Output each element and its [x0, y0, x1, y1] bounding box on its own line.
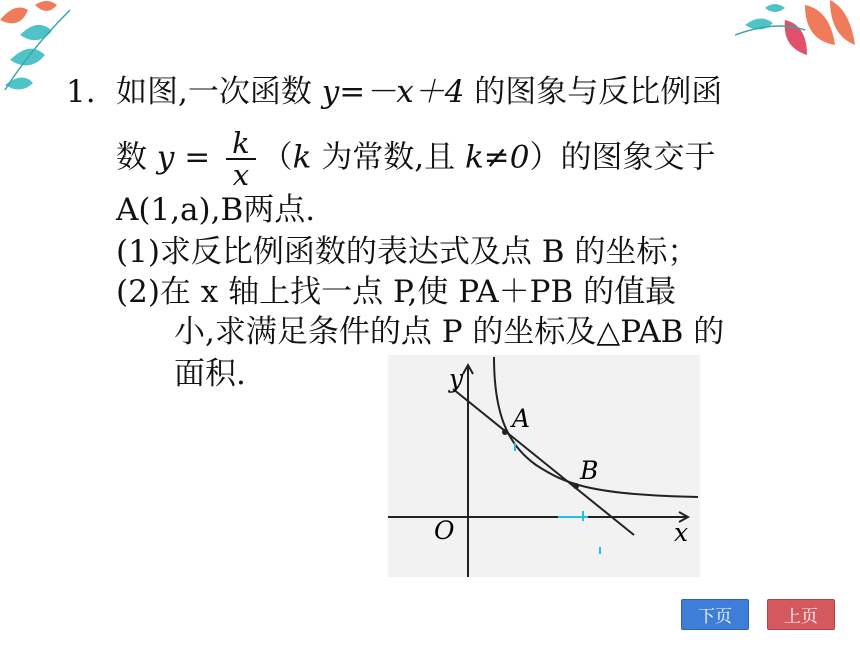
origin-label: O — [434, 516, 455, 545]
y-variable: y — [156, 139, 175, 176]
next-page-button[interactable]: 下页 — [681, 599, 749, 630]
equals-sign: = — [184, 139, 211, 176]
line2-prefix: 数 — [116, 139, 157, 176]
point-a-label: A — [512, 404, 531, 433]
point-a — [502, 429, 508, 435]
fraction-numerator: k — [226, 128, 256, 160]
line1-prefix: 如图,一次函数 — [116, 74, 322, 110]
y-axis-label: y — [449, 364, 464, 393]
previous-page-button[interactable]: 上页 — [767, 599, 835, 630]
point-b-label: B — [580, 456, 599, 485]
leaf-decoration-icon — [735, 0, 860, 75]
k-nonzero: k≠0 — [465, 139, 530, 176]
fraction-k-over-x — [226, 128, 256, 190]
k-variable: k — [292, 139, 312, 176]
line2-suffix: ）的图象交于 — [529, 139, 716, 176]
problem-line-1 — [66, 72, 722, 112]
question-2-text: 在 x 轴上找一点 P,使 PA＋PB 的值最 — [159, 274, 677, 310]
function-graph — [388, 355, 700, 577]
fraction-denominator: x — [232, 158, 250, 192]
linear-function: y=－x＋4 — [321, 74, 465, 110]
point-b — [573, 483, 579, 489]
question-2-line-3: 面积. — [174, 356, 246, 392]
question-1: (1)求反比例函数的表达式及点 B 的坐标； — [116, 234, 699, 270]
problem-line-3: A(1,a),B两点. — [116, 192, 316, 228]
question-2-number: (2) — [116, 274, 160, 310]
x-axis-label: x — [674, 518, 689, 547]
question-2-line-1 — [116, 272, 676, 312]
problem-line-2 — [116, 128, 716, 190]
line2-mid2: 为常数,且 — [311, 139, 466, 176]
line1-suffix: 的图象与反比例函 — [464, 74, 723, 110]
question-2-line-2: 小,求满足条件的点 P 的坐标及△PAB 的 — [174, 314, 725, 350]
problem-number: 1. — [66, 74, 96, 110]
line2-mid: （ — [261, 139, 293, 176]
